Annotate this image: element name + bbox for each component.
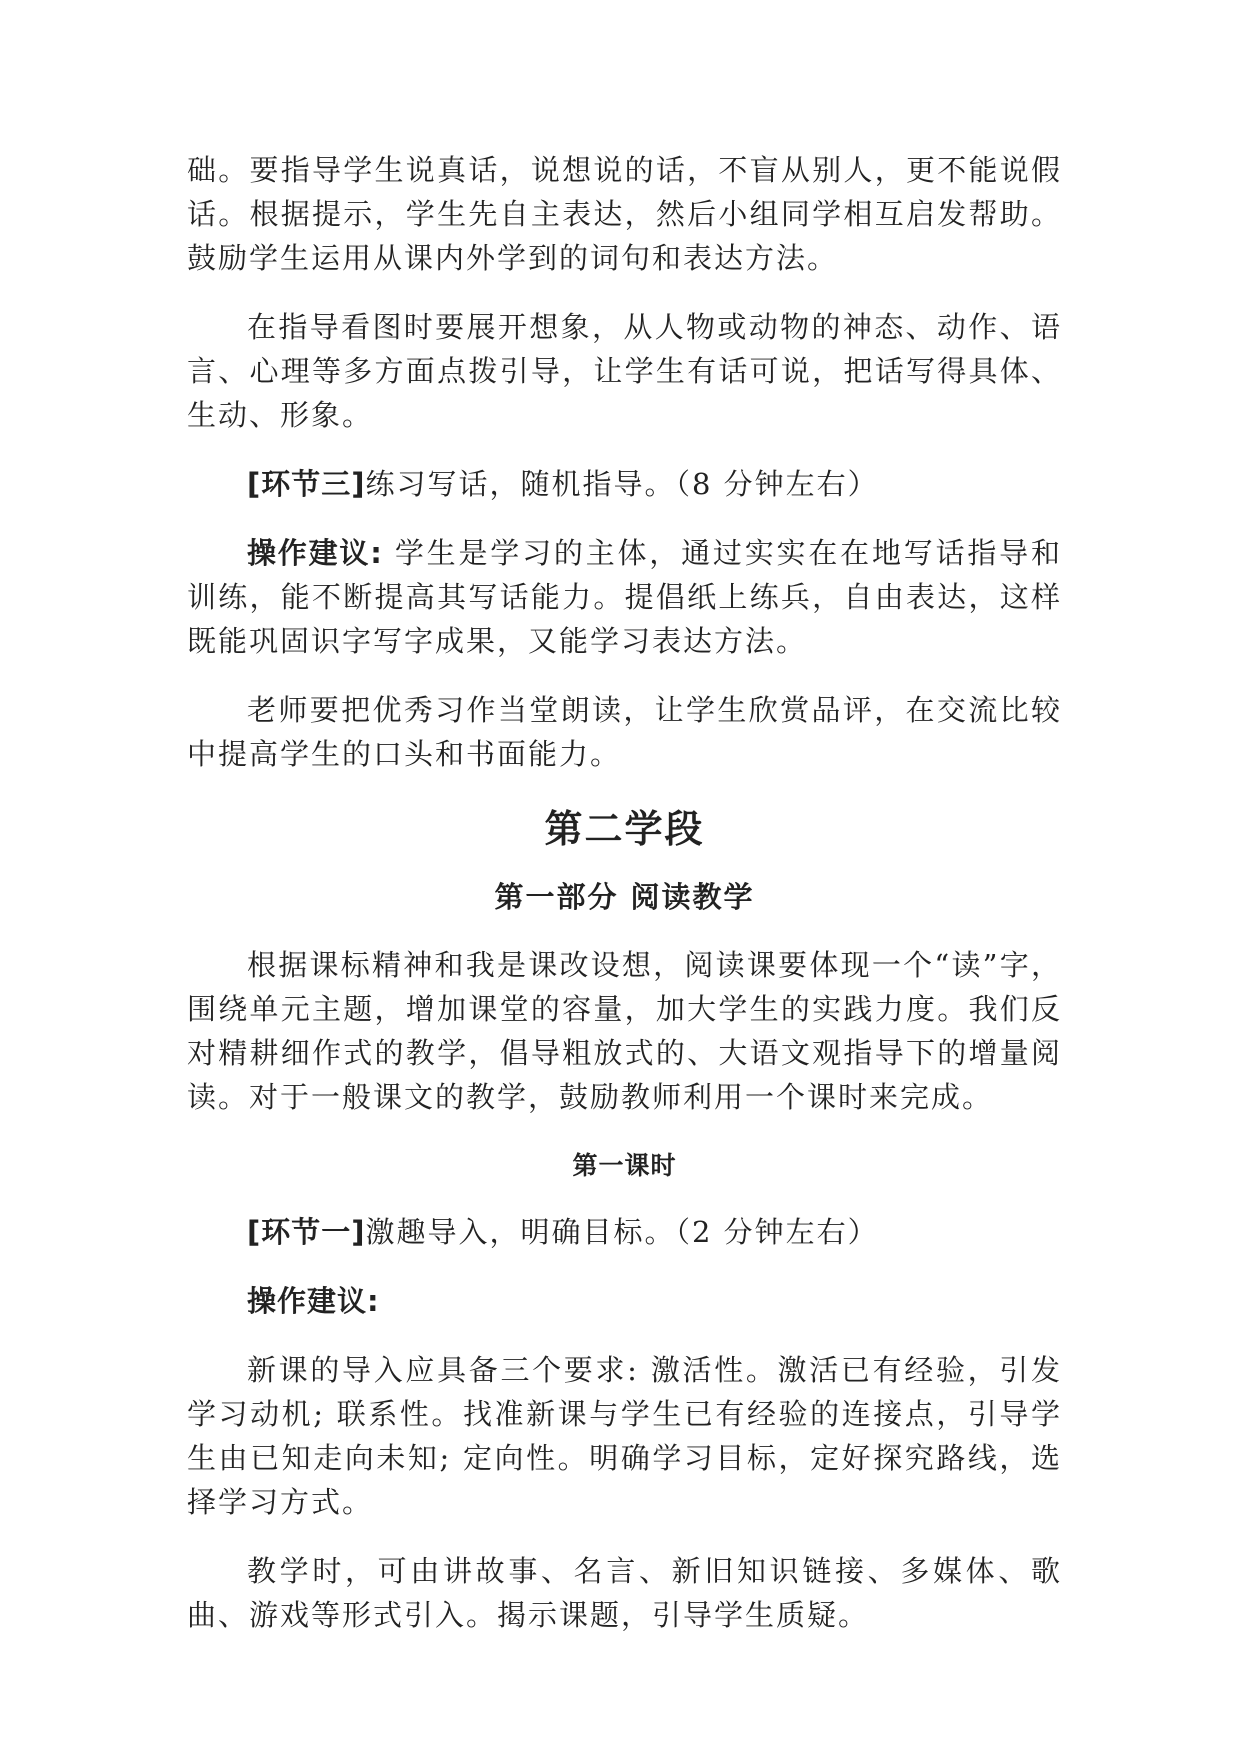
step-three: [187, 462, 1062, 506]
paragraph-speak-truth: 础。要指导学生说真话，说想说的话，不盲从别人，更不能说假话。根据提示，学生先自主表达，然后小组同学相互启发帮助。鼓励学生运用从课内外学到的词句和表达方法。: [187, 153, 1062, 275]
paragraph-lesson-intro: 新课的导入应具备三个要求: 激活性。激活已有经验，引发学习动机; 联系性。找准新课与学生已有经验的连接点，引导学生由已知走向未知; 定向性。明确学习目标，定好探究路线，选择学习方式。: [187, 1353, 1062, 1519]
paragraph-picture-guidance: 在指导看图时要展开想象，从人物或动物的神态、动作、语言、心理等多方面点拨引导，让学生有话可说，把话写得具体、生动、形象。: [187, 310, 1062, 432]
advice-intro-label: 操作建议:: [247, 1284, 380, 1318]
advice-writing: [187, 531, 1062, 663]
step-one: [187, 1210, 1062, 1254]
part-title: 第一部分 阅读教学: [494, 880, 755, 914]
step-three-label: [环节三]: [247, 467, 366, 501]
stage-title: 第二学段: [544, 807, 705, 851]
paragraph-reading-teaching: 根据课标精神和我是课改设想，阅读课要体现一个“读”字，围绕单元主题，增加课堂的容量，加大学生的实践力度。我们反对精耕细作式的教学，倡导粗放式的、大语文观指导下的增量阅读。对于一般课文的教学，鼓励教师利用一个课时来完成。: [187, 948, 1062, 1114]
paragraph-teacher-reading: 老师要把优秀习作当堂朗读，让学生欣赏品评，在交流比较中提高学生的口头和书面能力。: [187, 693, 1062, 771]
advice-intro-heading: [187, 1279, 1062, 1323]
lesson-title: 第一课时: [572, 1151, 677, 1180]
document-page: [187, 148, 1062, 1662]
advice-writing-text: 学生是学习的主体，通过实实在在地写话指导和训练，能不断提高其写话能力。提倡纸上练兵，自由表达，这样既能巩固识字写字成果，又能学习表达方法。: [187, 536, 1062, 658]
advice-writing-label: 操作建议:: [247, 536, 383, 570]
paragraph-intro-methods: 教学时，可由讲故事、名言、新旧知识链接、多媒体、歌曲、游戏等形式引入。揭示课题，引导学生质疑。: [187, 1554, 1062, 1632]
step-three-text: 练习写话，随机指导。（8 分钟左右）: [365, 467, 879, 501]
step-one-text: 激趣导入，明确目标。（2 分钟左右）: [365, 1215, 879, 1249]
step-one-label: [环节一]: [247, 1215, 366, 1249]
